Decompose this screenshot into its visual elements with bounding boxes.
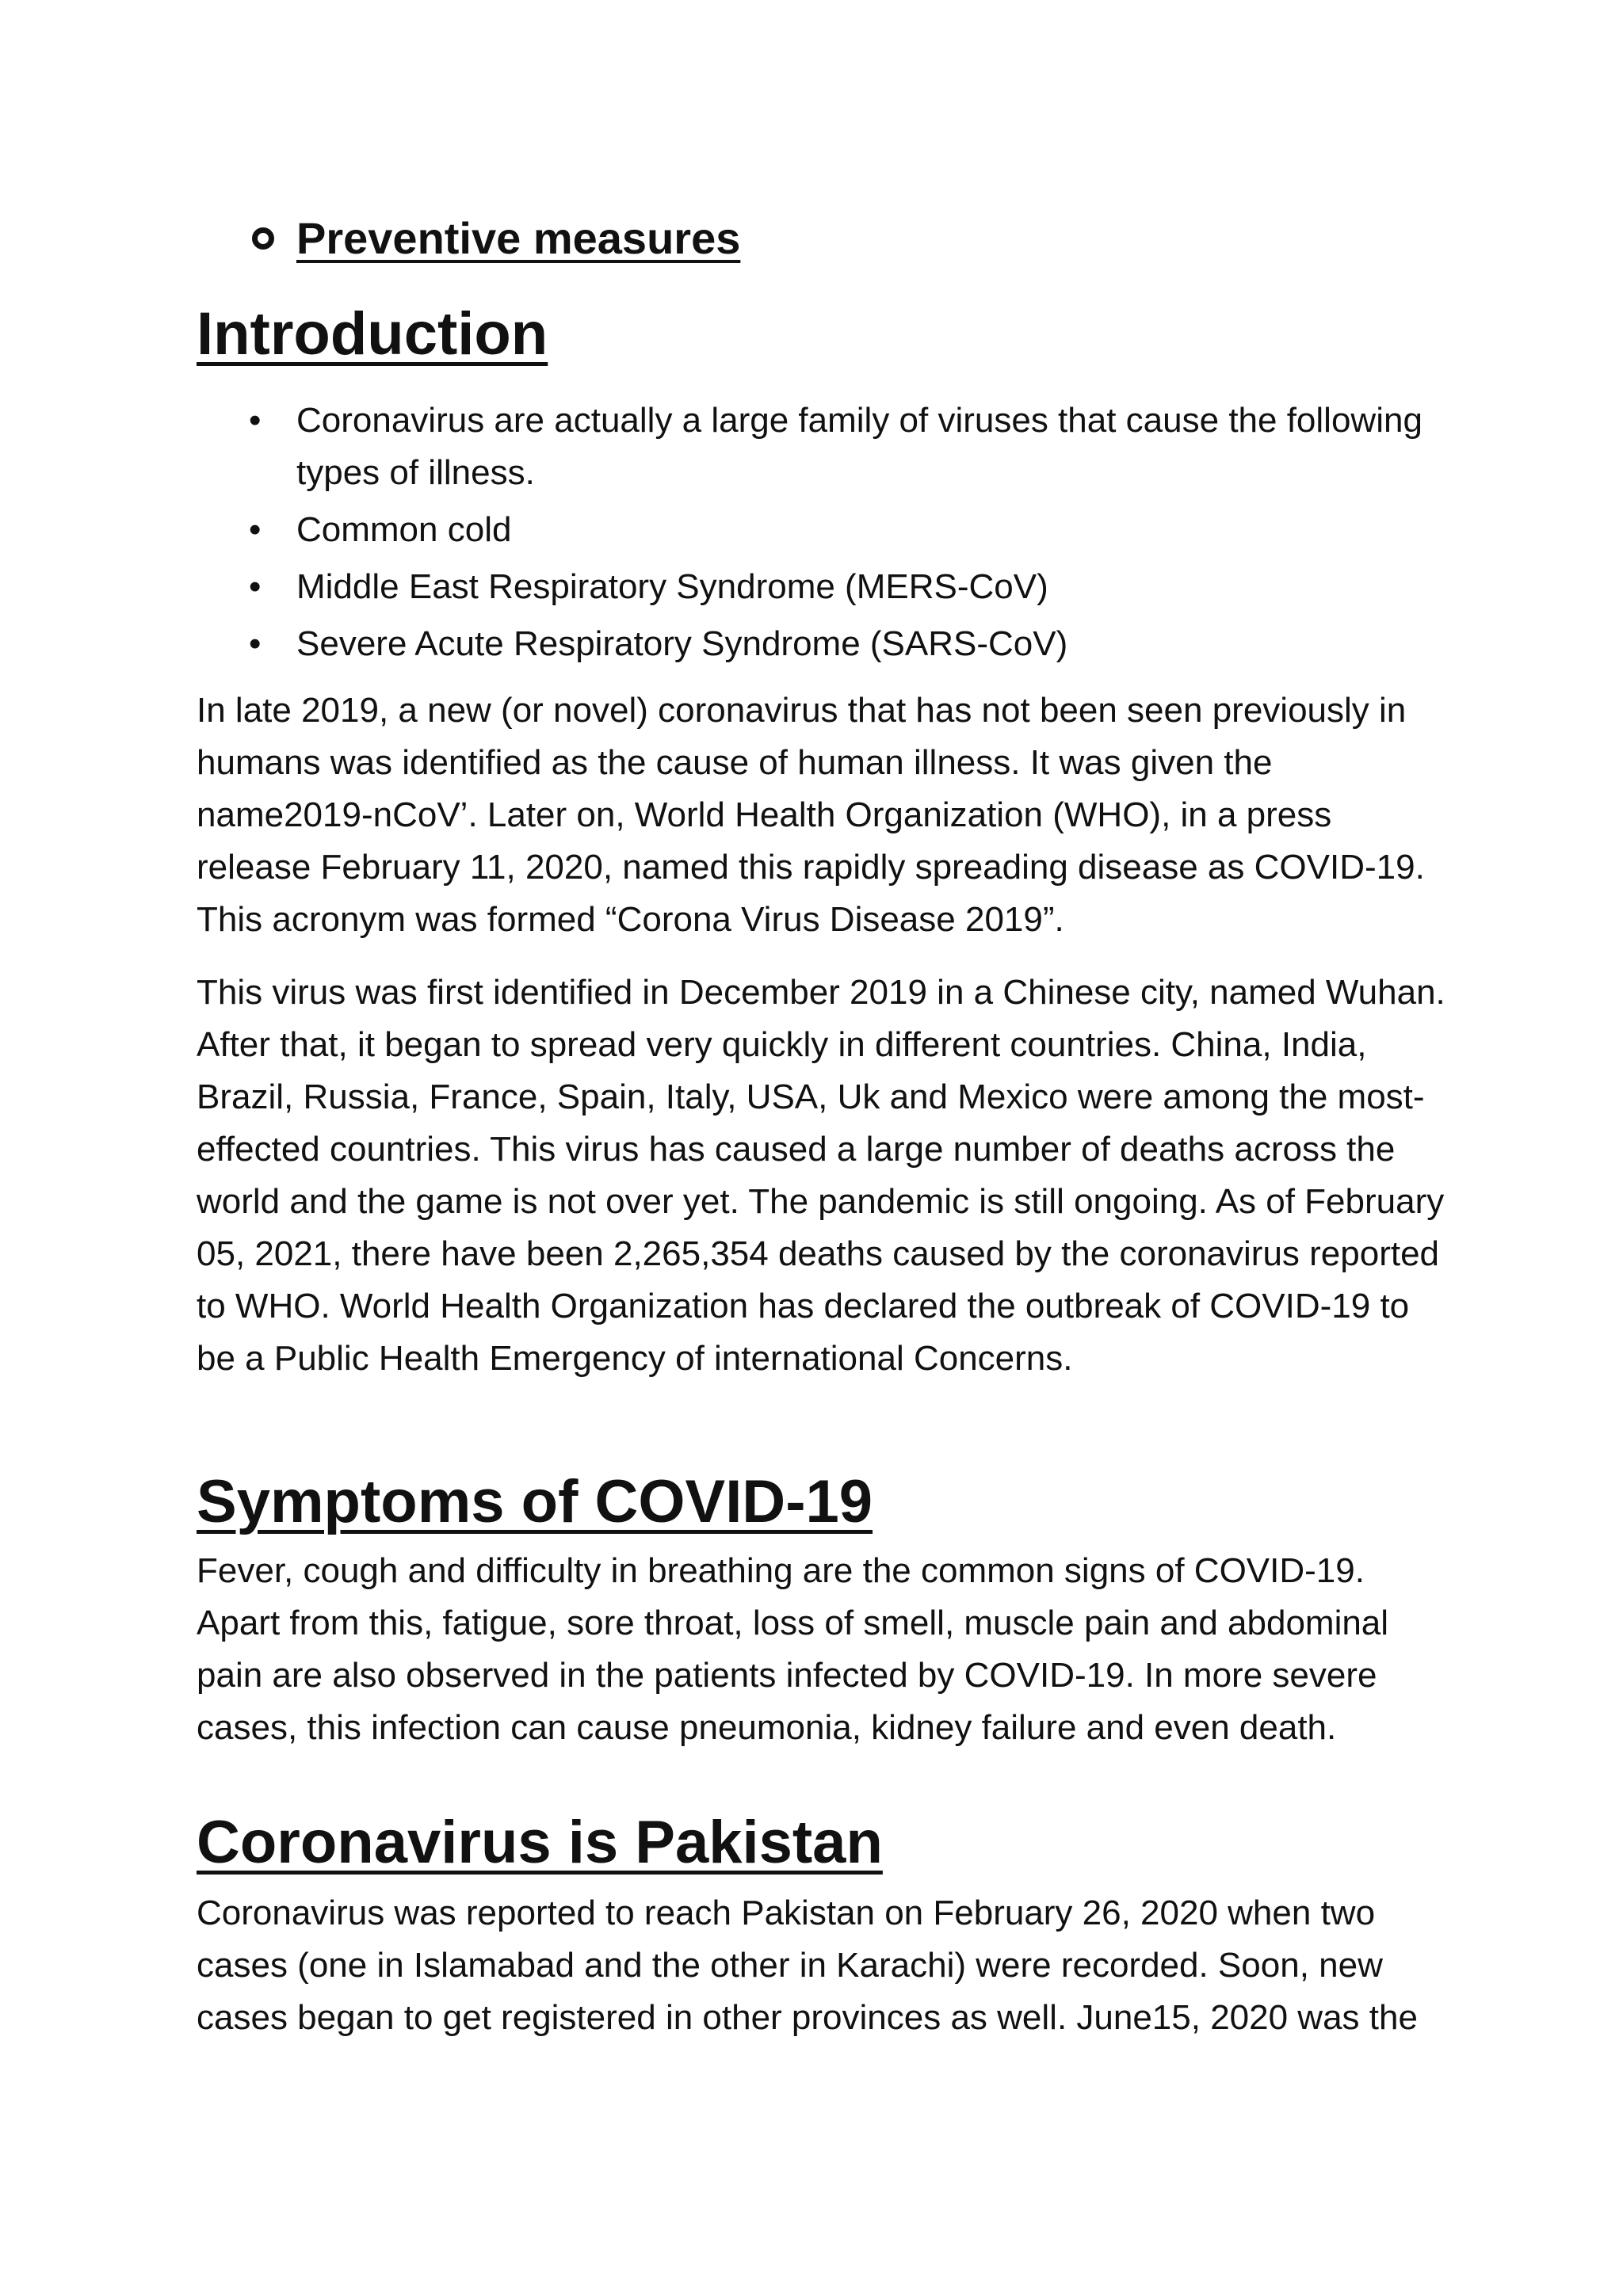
symptoms-paragraph: Fever, cough and difficulty in breathing are the common signs of COVID-19. Apart from this, fatigue, sore throat, loss of smell, muscle pain and abdominal pain are also observed in the patients infected by COVID-19. In more severe cases, this infection can cause pneumonia, kidney failure and even death. bbox=[197, 1551, 1389, 1747]
bullet-icon: • bbox=[249, 401, 262, 440]
list-item bbox=[244, 504, 1465, 556]
introduction-paragraph-1: In late 2019, a new (or novel) coronavirus that has not been seen previously in humans was identified as the cause of human illness. It was given the name2019-nCoV’. Later on, World Health Organization (WHO), in a press release February 11, 2020, named this rapidly spreading disease as COVID-19. This acronym was formed “Corona Virus Disease 2019”. bbox=[197, 691, 1425, 939]
bullet-icon: • bbox=[249, 567, 262, 606]
list-item bbox=[244, 618, 1465, 670]
toc-item-label: Preventive measures bbox=[296, 213, 741, 263]
symptoms-heading: Symptoms of COVID-19 bbox=[197, 1468, 873, 1535]
bullet-icon: • bbox=[249, 510, 262, 549]
circle-outline-icon bbox=[252, 227, 274, 250]
pakistan-paragraph: Coronavirus was reported to reach Pakistan on February 26, 2020 when two cases (one in Islamabad and the other in Karachi) were recorded. Soon, new cases began to get registered in other provinces as well. June15, 2020 was the bbox=[197, 1894, 1418, 2037]
list-item bbox=[244, 561, 1465, 613]
list-item-text: Severe Acute Respiratory Syndrome (SARS-CoV) bbox=[296, 624, 1068, 663]
illness-types-list bbox=[244, 395, 1465, 675]
pakistan-heading: Coronavirus is Pakistan bbox=[197, 1809, 883, 1876]
introduction-paragraph-2: This virus was first identified in December 2019 in a Chinese city, named Wuhan. After that, it began to spread very quickly in different countries. China, India, Brazil, Russia, France, Spain, Italy, USA, Uk and Mexico were among the most-effected countries. This virus has caused a large number of deaths across the world and the game is not over yet. The pandemic is still ongoing. As of February 05, 2021, there have been 2,265,354 deaths caused by the coronavirus reported to WHO. World Health Organization has declared the outbreak of COVID-19 to be a Public Health Emergency of international Concerns. bbox=[197, 973, 1445, 1378]
list-item-text: Common cold bbox=[296, 510, 512, 549]
list-item-text: Coronavirus are actually a large family of viruses that cause the following types of illness. bbox=[296, 401, 1423, 492]
bullet-icon: • bbox=[249, 624, 262, 663]
list-item-text: Middle East Respiratory Syndrome (MERS-CoV) bbox=[296, 567, 1048, 606]
introduction-heading: Introduction bbox=[197, 300, 548, 368]
toc-item-preventive-measures bbox=[252, 208, 740, 269]
list-item bbox=[244, 395, 1465, 499]
